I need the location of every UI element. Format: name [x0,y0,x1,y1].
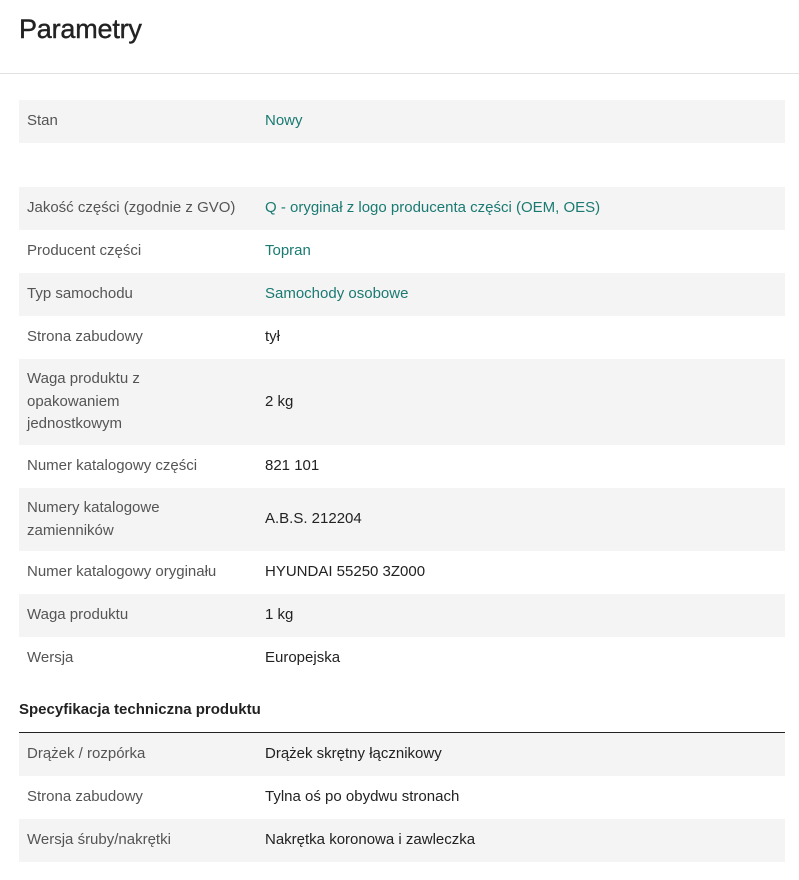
param-value-link[interactable]: Nowy [265,112,303,130]
spec-row-bolt-version [19,819,785,862]
param-row-version [19,637,785,680]
spec-row-bar [19,733,785,776]
page-header [0,0,799,74]
param-value: A.B.S. 212204 [265,510,362,528]
spec-value: Drążek skrętny łącznikowy [265,745,442,763]
param-value-link[interactable]: Topran [265,242,311,260]
params-primary-table [19,100,785,143]
param-value: 2 kg [265,392,294,410]
param-label: Numer katalogowy oryginału [27,563,217,581]
spec-value: Tylna oś po obydwu stronach [265,788,460,806]
param-row-manufacturer [19,230,785,273]
param-value-link[interactable]: Samochody osobowe [265,285,409,303]
param-label: Numer katalogowy części [27,457,198,475]
param-label: Producent części [27,242,142,260]
page-title: Parametry [19,14,142,44]
spec-label: Wersja śruby/nakrętki [27,831,171,849]
param-value: HYUNDAI 55250 3Z000 [265,563,426,581]
spec-table [19,732,785,862]
param-value: 1 kg [265,606,294,624]
spec-label: Strona zabudowy [27,788,143,806]
param-row-original-number [19,551,785,594]
param-row-quality [19,187,785,230]
param-row-side [19,316,785,359]
param-row-package-weight [19,359,785,445]
spec-value: Nakrętka koronowa i zawleczka [265,831,476,849]
param-value-link[interactable]: Q - oryginał z logo producenta części (OEM, OES) [265,199,601,217]
param-label: Strona zabudowy [27,328,143,346]
param-label: Numery katalogowe zamienników [27,499,160,539]
param-label: Jakość części (zgodnie z GVO) [27,199,236,217]
param-label: Wersja [27,649,74,667]
param-label: Waga produktu z opakowaniem jednostkowym [27,370,140,433]
spec-section-title: Specyfikacja techniczna produktu [19,701,261,718]
param-row-car-type [19,273,785,316]
spec-row-side [19,776,785,819]
param-row-stan [19,100,785,143]
param-row-catalog-number [19,445,785,488]
param-label: Stan [27,112,58,130]
param-value: tył [265,328,280,346]
param-row-replacements [19,488,785,551]
param-value: Europejska [265,649,341,667]
param-row-weight [19,594,785,637]
param-label: Typ samochodu [27,285,133,303]
params-table [19,187,785,680]
param-value: 821 101 [265,457,320,475]
param-label: Waga produktu [27,606,129,624]
spec-label: Drążek / rozpórka [27,745,146,763]
